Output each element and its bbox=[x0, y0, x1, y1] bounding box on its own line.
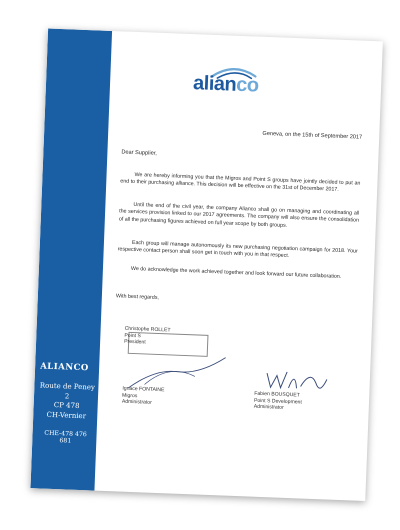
company-address-block bbox=[37, 361, 96, 445]
address-line: Route de Peney bbox=[39, 381, 96, 392]
signatory-company: Point S bbox=[124, 332, 141, 339]
signatory-2 bbox=[122, 386, 165, 407]
address-line: CH-Vernier bbox=[46, 410, 87, 421]
logo-wordmark: alianco bbox=[192, 72, 259, 97]
signatory-title: Administrator bbox=[253, 403, 284, 412]
signatory-company: Point S Development bbox=[253, 397, 302, 406]
sidebar-band bbox=[30, 29, 112, 491]
paragraph: Each group will manage autonomously its new purchasing negotiation campaign for 2018. Your respective contact person shall soon get in touch with you in that respect. bbox=[117, 239, 358, 260]
letter-sheet bbox=[30, 29, 382, 502]
address-line: CP 478 bbox=[53, 401, 80, 411]
letter-date: Geneva, on the 15th of September 2017 bbox=[262, 130, 363, 141]
signatory-name: Christophe ROLLET bbox=[124, 325, 171, 334]
signatory-name: Ignace FONTAINE bbox=[122, 385, 165, 394]
paragraph: We are hereby informing you that the Migros and Point S groups have jointly decided to put an end to their purchasing alliance. This decision will be effective on the 31st of December 2017. bbox=[120, 171, 361, 194]
signatory-company: Migros bbox=[121, 392, 138, 399]
letter-body bbox=[115, 32, 370, 412]
paragraph: Until the end of the civil year, the company Alianco shall go on managing and coordinating all the services provision linked to our 2017 agreements. The company will also ensure the consolidation of all the purchasing figures achieved on full year scope by both groups. bbox=[118, 201, 360, 229]
signatory-title: President bbox=[124, 338, 146, 346]
closing: With best regards, bbox=[115, 293, 159, 301]
paragraph: We do acknowledge the work achieved together and look forward our future collaboration. bbox=[130, 265, 342, 280]
salutation: Dear Supplier, bbox=[121, 149, 157, 157]
signatory-title: Administrator bbox=[121, 398, 152, 406]
vat-number: CHE-478 476 681 bbox=[44, 430, 87, 446]
address-line: 2 bbox=[64, 392, 70, 401]
sidebar-company-name: ALIANCO bbox=[39, 361, 89, 374]
alianco-logo bbox=[192, 64, 283, 107]
signatory-1 bbox=[124, 326, 171, 348]
signatory-3 bbox=[254, 391, 303, 413]
signatory-name: Fabien BOUSQUET bbox=[254, 390, 300, 399]
